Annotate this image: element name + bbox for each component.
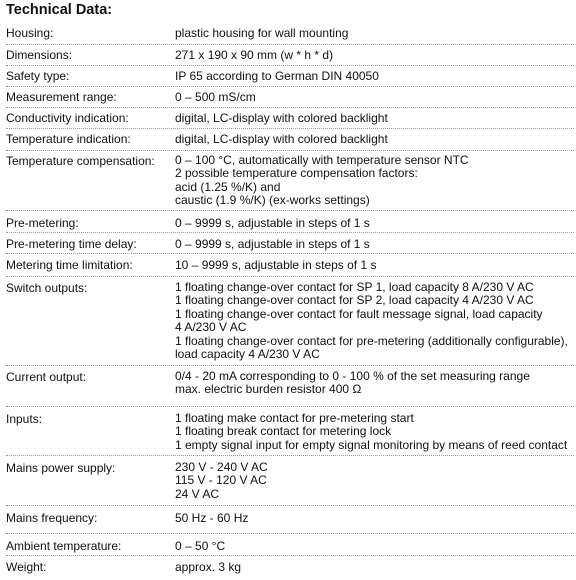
- row-divider: [6, 253, 574, 254]
- row-divider: [6, 276, 574, 277]
- spec-value-line: digital, LC-display with colored backlight: [175, 111, 388, 125]
- spec-label: Inputs:: [6, 412, 43, 426]
- spec-value-line: approx. 3 kg: [175, 560, 242, 574]
- spec-label: Mains frequency:: [6, 511, 98, 525]
- spec-label: Switch outputs:: [6, 281, 88, 295]
- spec-value-line: 0 – 9999 s, adjustable in steps of 1 s: [175, 237, 370, 251]
- row-divider: [6, 232, 574, 233]
- spec-value-line: 2 possible temperature compensation factors:: [175, 166, 418, 181]
- spec-value: [175, 69, 576, 83]
- spec-value-line: 1 floating make contact for pre-metering start: [175, 411, 414, 425]
- spec-value-line: 1 floating change-over contact for SP 2, load capacity 4 A/230 V AC: [175, 293, 534, 308]
- spec-label: Measurement range:: [6, 90, 117, 104]
- spec-label: Pre-metering time delay:: [6, 237, 137, 251]
- spec-value-line: load capacity 4 A/230 V AC: [175, 347, 320, 362]
- row-divider: [6, 455, 574, 456]
- spec-value: [175, 370, 576, 397]
- page-title: Technical Data:: [6, 2, 113, 18]
- spec-label: Dimensions:: [6, 48, 73, 62]
- spec-label: Pre-metering:: [6, 216, 79, 230]
- spec-value-line: 115 V - 120 V AC: [175, 473, 267, 488]
- spec-label: Temperature compensation:: [6, 154, 155, 168]
- row-divider: [6, 406, 574, 407]
- spec-value-line: 0 – 500 mS/cm: [175, 90, 256, 104]
- row-divider: [6, 505, 574, 506]
- row-divider: [6, 150, 574, 151]
- row-divider: [6, 533, 574, 534]
- spec-value: [175, 216, 576, 230]
- spec-value: [175, 560, 576, 574]
- spec-value: [175, 132, 576, 146]
- spec-value: [175, 281, 576, 361]
- spec-value-line: IP 65 according to German DIN 40050: [175, 69, 379, 83]
- spec-value: [175, 26, 576, 40]
- spec-value-line: 0 – 50 °C: [175, 539, 226, 553]
- row-divider: [6, 44, 574, 45]
- spec-label: Safety type:: [6, 69, 70, 83]
- spec-value: [175, 90, 576, 104]
- spec-value-line: 0/4 - 20 mA corresponding to 0 - 100 % of the set measuring range: [175, 369, 530, 383]
- row-divider: [6, 86, 574, 87]
- spec-value: [175, 48, 576, 62]
- spec-value-line: 1 floating break contact for metering lock: [175, 424, 392, 439]
- spec-label: Conductivity indication:: [6, 111, 129, 125]
- spec-value: [175, 461, 576, 501]
- spec-label: Weight:: [6, 560, 47, 574]
- spec-value: [175, 511, 576, 525]
- row-divider: [6, 65, 574, 66]
- spec-value-line: 24 V AC: [175, 486, 220, 501]
- spec-value-line: max. electric burden resistor 400 Ω: [175, 382, 362, 397]
- spec-value: [175, 237, 576, 251]
- spec-value-line: acid (1.25 %/K) and: [175, 179, 281, 194]
- spec-value-line: caustic (1.9 %/K) (ex-works settings): [175, 193, 370, 208]
- spec-value-line: 271 x 190 x 90 mm (w * h * d): [175, 48, 334, 62]
- row-divider: [6, 555, 574, 556]
- row-divider: [6, 128, 574, 129]
- spec-value-line: 1 empty signal input for empty signal monitoring by means of reed contact: [175, 437, 568, 452]
- spec-value-line: 1 floating change-over contact for SP 1, load capacity 8 A/230 V AC: [175, 280, 534, 294]
- spec-value: [175, 111, 576, 125]
- spec-value-line: plastic housing for wall mounting: [175, 26, 349, 40]
- spec-value-line: 230 V - 240 V AC: [175, 460, 268, 474]
- spec-value-line: digital, LC-display with colored backlight: [175, 132, 388, 146]
- row-divider: [6, 107, 574, 108]
- row-divider: [6, 365, 574, 366]
- spec-value: [175, 258, 576, 272]
- spec-label: Housing:: [6, 26, 54, 40]
- spec-label: Current output:: [6, 370, 87, 384]
- spec-value-line: 1 floating change-over contact for fault message signal, load capacity: [175, 306, 543, 321]
- spec-value: [175, 154, 576, 208]
- spec-value: [175, 412, 576, 452]
- spec-value: [175, 539, 576, 553]
- spec-value-line: 50 Hz - 60 Hz: [175, 511, 249, 525]
- spec-value-line: 0 – 100 °C, automatically with temperature sensor NTC: [175, 153, 469, 167]
- spec-value-line: 4 A/230 V AC: [175, 320, 247, 335]
- row-divider: [6, 210, 574, 211]
- spec-label: Temperature indication:: [6, 132, 131, 146]
- spec-value-line: 10 – 9999 s, adjustable in steps of 1 s: [175, 258, 377, 272]
- spec-value-line: 1 floating change-over contact for pre-metering (additionally configurable),: [175, 333, 568, 348]
- spec-label: Ambient temperature:: [6, 539, 122, 553]
- spec-label: Metering time limitation:: [6, 258, 133, 272]
- spec-label: Mains power supply:: [6, 461, 116, 475]
- spec-value-line: 0 – 9999 s, adjustable in steps of 1 s: [175, 216, 370, 230]
